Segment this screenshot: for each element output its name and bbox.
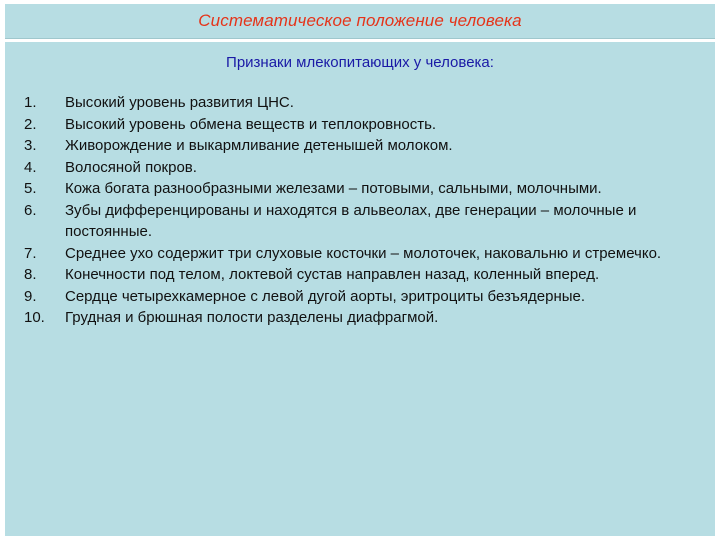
list-item-number: 6. bbox=[24, 201, 37, 219]
slide-subtitle: Признаки млекопитающих у человека: bbox=[226, 54, 494, 71]
list-item-text: Сердце четырехкамерное с левой дугой аорты, эритроциты безъядерные. bbox=[65, 287, 586, 305]
list-item bbox=[24, 135, 696, 157]
list-item bbox=[24, 114, 696, 136]
list-item bbox=[24, 307, 696, 329]
list-item-text: Волосяной покров. bbox=[65, 158, 197, 176]
list-item bbox=[24, 178, 696, 200]
list-item-number: 4. bbox=[24, 158, 37, 176]
list-item bbox=[24, 286, 696, 308]
list-item bbox=[24, 200, 696, 243]
list-item-number: 3. bbox=[24, 137, 37, 154]
list-item-number: 7. bbox=[24, 244, 37, 262]
list-item-text: Высокий уровень обмена веществ и теплокровность. bbox=[65, 115, 437, 133]
list-item-number: 8. bbox=[24, 266, 37, 283]
features-list bbox=[24, 92, 696, 329]
list-item-text: Зубы дифференцированы и находятся в альвеолах, две генерации – молочные и постоянные. bbox=[65, 201, 637, 240]
list-item bbox=[24, 264, 696, 286]
list-item-number: 5. bbox=[24, 180, 37, 197]
list-item bbox=[24, 157, 696, 179]
list-item-text: Среднее ухо содержит три слуховые косточки – молоточек, наковальню и стремечко. bbox=[65, 244, 662, 262]
list-item-number: 10. bbox=[24, 309, 45, 326]
slide-title: Систематическое положение человека bbox=[198, 11, 522, 30]
list-item-text: Конечности под телом, локтевой сустав направлен назад, коленный вперед. bbox=[65, 266, 600, 283]
list-item bbox=[24, 243, 696, 265]
list-item-text: Грудная и брюшная полости разделены диафрагмой. bbox=[65, 309, 439, 326]
list-item-number: 2. bbox=[24, 115, 37, 133]
list-item-text: Высокий уровень развития ЦНС. bbox=[65, 94, 294, 111]
list-item-text: Живорождение и выкармливание детенышей молоком. bbox=[65, 137, 453, 154]
list-item-number: 9. bbox=[24, 287, 37, 305]
list-item bbox=[24, 92, 696, 114]
list-item-text: Кожа богата разнообразными железами – потовыми, сальными, молочными. bbox=[65, 180, 602, 197]
title-band bbox=[5, 4, 715, 39]
list-item-number: 1. bbox=[24, 94, 37, 111]
